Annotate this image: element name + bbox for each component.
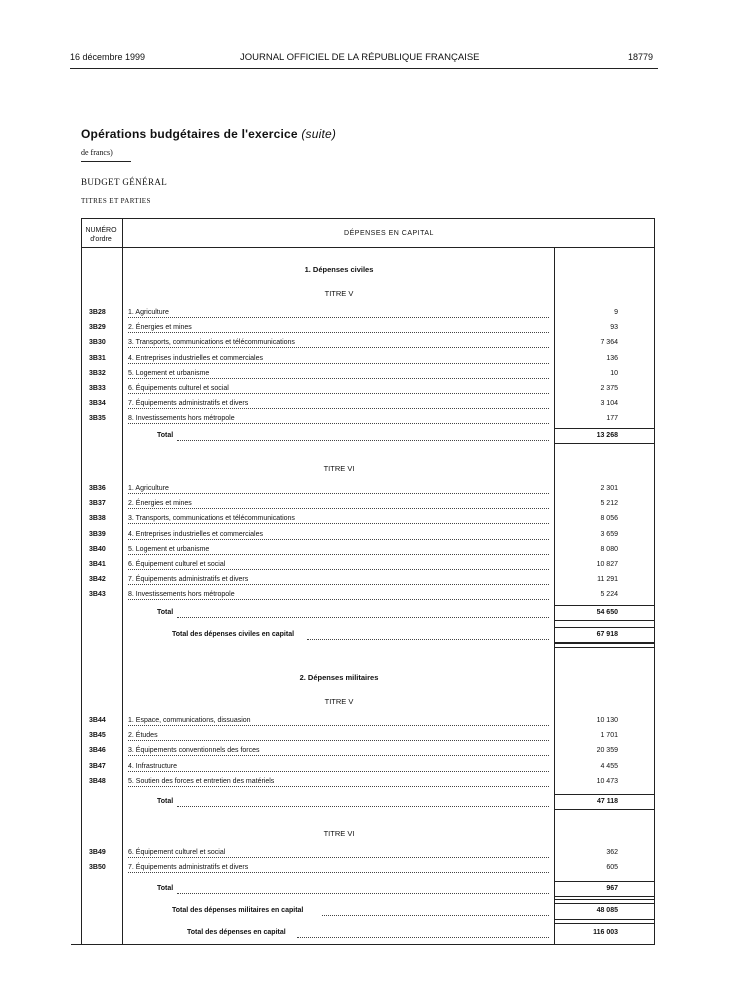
dot-leader <box>128 763 549 772</box>
total-value: 54 650 <box>596 609 618 616</box>
military-titre6-heading: TITRE VI <box>323 829 355 838</box>
grand-total-label: Total des dépenses civiles en capital <box>172 631 295 638</box>
dot-leader <box>128 485 549 494</box>
row-code: 3B40 <box>89 545 106 553</box>
total-box <box>555 627 655 643</box>
table-row <box>71 385 655 399</box>
grand-total-label: Total des dépenses militaires en capital <box>172 907 304 914</box>
row-value: 3 104 <box>600 400 618 408</box>
table-row <box>71 400 655 414</box>
total-value: 967 <box>606 885 618 892</box>
row-value: 4 455 <box>600 762 618 770</box>
table-row <box>71 763 655 777</box>
row-label: 7. Équipements administratifs et divers <box>128 864 249 872</box>
row-code: 3B28 <box>89 309 106 316</box>
table-row <box>71 864 655 878</box>
table-row <box>71 324 655 338</box>
row-label: 2. Énergies et mines <box>128 324 192 332</box>
row-code: 3B31 <box>89 354 106 362</box>
military-titre5-heading: TITRE V <box>324 697 354 706</box>
row-code: 3B41 <box>89 561 106 568</box>
title-main: Opérations budgétaires de l'exercice <box>81 127 298 141</box>
journal-title: JOURNAL OFFICIEL DE LA RÉPUBLIQUE FRANÇAISE <box>240 52 480 63</box>
dot-leader <box>177 432 549 441</box>
row-value: 93 <box>610 324 618 332</box>
dot-leader <box>177 609 549 618</box>
row-value: 10 473 <box>596 777 618 785</box>
dot-leader <box>177 798 549 807</box>
row-label: 1. Agriculture <box>128 485 169 492</box>
header-date: 16 décembre 1999 <box>70 52 146 62</box>
col-num-line2: d'ordre <box>90 236 112 243</box>
row-code: 3B44 <box>89 717 106 724</box>
table-row <box>71 732 655 746</box>
row-code: 3B34 <box>89 400 106 408</box>
dot-leader <box>297 929 549 938</box>
header-rule <box>70 68 658 69</box>
row-value: 2 375 <box>600 385 618 392</box>
row-value: 5 224 <box>600 591 618 599</box>
row-label: 8. Investissements hors métropole <box>128 415 235 423</box>
row-value: 9 <box>614 309 618 316</box>
row-label: 6. Équipement culturel et social <box>128 849 226 856</box>
unit-rule <box>81 161 131 162</box>
total-label: Total <box>157 432 174 439</box>
total-value: 47 118 <box>596 798 618 805</box>
row-code: 3B50 <box>89 864 106 872</box>
row-value: 8 056 <box>600 515 618 523</box>
table-top-border <box>81 218 655 219</box>
row-code: 3B32 <box>89 369 106 377</box>
dot-leader <box>177 885 549 894</box>
total-value: 13 268 <box>596 432 618 439</box>
row-value: 605 <box>606 864 618 872</box>
row-label: 3. Transports, communications et télécommunications <box>128 515 295 523</box>
row-value: 2 301 <box>600 485 618 492</box>
civil-titre6-heading: TITRE VI <box>323 464 355 473</box>
table-row <box>71 485 655 499</box>
row-label: 3. Équipements conventionnels des forces <box>128 747 260 755</box>
section-military-heading: 2. Dépenses militaires <box>299 673 379 682</box>
row-code: 3B37 <box>89 500 106 508</box>
row-label: 5. Logement et urbanisme <box>128 545 210 553</box>
dot-leader <box>307 631 549 640</box>
row-label: 7. Équipements administratifs et divers <box>128 576 249 584</box>
row-label: 5. Logement et urbanisme <box>128 369 210 377</box>
row-code: 3B46 <box>89 747 106 755</box>
grand-total-value: 48 085 <box>596 907 618 914</box>
table-row <box>71 515 655 529</box>
table-row <box>71 576 655 590</box>
table-row <box>71 355 655 369</box>
row-code: 3B42 <box>89 576 106 584</box>
table-row <box>71 778 655 792</box>
col-num-line1: NUMÉRO <box>85 227 117 234</box>
dot-leader <box>128 309 549 318</box>
row-code: 3B38 <box>89 515 106 523</box>
table-row <box>71 546 655 560</box>
row-label: 8. Investissements hors métropole <box>128 591 235 599</box>
grand-total-value: 116 003 <box>593 929 618 936</box>
page-number: 18779 <box>628 52 654 62</box>
col-header-number <box>81 226 121 244</box>
row-label: 4. Entreprises industrielles et commerciales <box>128 530 263 538</box>
row-label: 7. Équipements administratifs et divers <box>128 400 249 408</box>
total-box <box>555 794 655 810</box>
double-rule <box>555 643 655 648</box>
table-row <box>71 500 655 514</box>
unit-note: de francs) <box>81 148 113 157</box>
total-label: Total <box>157 798 174 805</box>
grand-total-label: Total des dépenses en capital <box>187 929 286 936</box>
row-code: 3B35 <box>89 415 106 423</box>
total-box <box>555 881 655 897</box>
row-value: 136 <box>606 354 618 362</box>
table-row <box>71 309 655 323</box>
row-value: 177 <box>606 415 618 423</box>
table-row <box>71 531 655 545</box>
row-value: 11 291 <box>597 576 618 584</box>
table-row <box>71 717 655 731</box>
row-value: 10 130 <box>596 717 618 724</box>
row-label: 2. Énergies et mines <box>128 500 192 508</box>
page-title <box>81 127 336 141</box>
row-code: 3B45 <box>89 732 106 740</box>
row-value: 10 827 <box>596 561 618 568</box>
row-code: 3B49 <box>89 849 106 856</box>
row-code: 3B29 <box>89 324 106 332</box>
col-header-depenses: DÉPENSES EN CAPITAL <box>344 230 434 237</box>
row-code: 3B43 <box>89 591 106 599</box>
row-value: 10 <box>610 369 618 377</box>
row-label: 1. Espace, communications, dissuasion <box>128 717 251 724</box>
row-value: 20 359 <box>596 747 618 755</box>
budget-table <box>71 218 655 945</box>
budget-label: BUDGET GÉNÉRAL <box>81 177 168 187</box>
total-box <box>555 428 655 444</box>
row-value: 362 <box>606 849 618 856</box>
civil-titre5-heading: TITRE V <box>324 289 354 298</box>
grand-total-row <box>71 929 655 943</box>
row-code: 3B36 <box>89 485 106 492</box>
total-box <box>555 605 655 621</box>
dot-leader <box>322 907 549 916</box>
header-bottom-rule <box>81 247 655 248</box>
row-value: 1 701 <box>600 732 618 740</box>
total-label: Total <box>157 885 174 892</box>
dot-leader <box>128 732 549 741</box>
titres-label: TITRES ET PARTIES <box>81 197 151 205</box>
row-label: 6. Équipements culturel et social <box>128 385 229 392</box>
row-value: 5 212 <box>600 500 618 508</box>
row-label: 1. Agriculture <box>128 309 169 316</box>
table-row <box>71 339 655 353</box>
row-label: 6. Équipement culturel et social <box>128 561 226 568</box>
double-rule <box>555 919 655 924</box>
row-label: 3. Transports, communications et télécommunications <box>128 339 295 347</box>
table-row <box>71 747 655 761</box>
row-value: 3 659 <box>600 530 618 538</box>
row-code: 3B30 <box>89 339 106 347</box>
row-label: 4. Entreprises industrielles et commerciales <box>128 354 263 362</box>
table-row <box>71 561 655 575</box>
grand-total-value: 67 918 <box>596 631 618 638</box>
row-code: 3B39 <box>89 530 106 538</box>
row-code: 3B48 <box>89 777 106 785</box>
table-row <box>71 591 655 605</box>
table-row <box>71 370 655 384</box>
row-label: 5. Soutien des forces et entretien des matériels <box>128 777 275 785</box>
table-bottom-border <box>71 944 655 945</box>
row-value: 8 080 <box>600 545 618 553</box>
row-value: 7 364 <box>600 339 618 347</box>
section-civil-heading: 1. Dépenses civiles <box>304 265 374 274</box>
row-code: 3B33 <box>89 385 106 392</box>
row-label: 2. Études <box>128 732 158 740</box>
table-row <box>71 849 655 863</box>
double-rule <box>555 899 655 904</box>
row-label: 4. Infrastructure <box>128 762 178 770</box>
total-label: Total <box>157 609 174 616</box>
row-code: 3B47 <box>89 762 106 770</box>
title-suite: (suite) <box>301 127 337 141</box>
